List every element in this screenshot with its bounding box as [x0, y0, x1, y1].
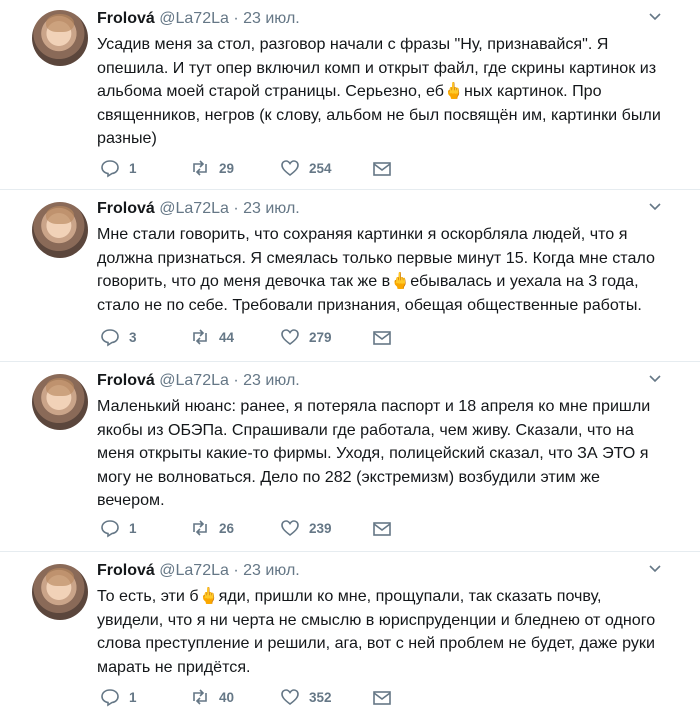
author-name[interactable]: Frolová [97, 10, 155, 27]
reply-count: 1 [129, 520, 137, 536]
tweet-text: Усадив меня за стол, разговор начали с фразы "Ну, признавайся". Я опешила. И тут опер включил комп и открыт файл, где скрины картинок из альбома моей старой страницы. Серьезно, еб🖕ных картинок. Про священников, негров (к слову, альбом не был посвящён им, картинки были разные) [97, 35, 661, 147]
reply-count: 3 [129, 329, 137, 345]
like-button[interactable] [280, 518, 332, 538]
retweet-count: 29 [219, 160, 235, 176]
separator: · [233, 10, 239, 27]
tweet[interactable] [0, 0, 700, 190]
author-handle[interactable]: @La72La [159, 200, 229, 217]
envelope-icon[interactable] [372, 159, 392, 179]
heart-icon [280, 518, 300, 538]
reply-icon [100, 687, 120, 707]
tweet-date[interactable]: 23 июл. [243, 562, 300, 579]
separator: · [233, 562, 239, 579]
author-name[interactable]: Frolová [97, 372, 155, 389]
separator: · [233, 200, 239, 217]
tweet-text: Маленький нюанс: ранее, я потеряла паспорт и 18 апреля ко мне пришли якобы из ОБЭПа. Спрашивали где работала, чем живу. Сказали, что на меня открыты какие-то фирмы. Уходя, полицейский сказал, что ЗА ЭТО я могу не волноваться. Дело по 282 (экстремизм) возбудили этим же вечером. [97, 397, 651, 509]
retweet-button[interactable] [190, 327, 234, 347]
like-count: 279 [309, 329, 332, 345]
retweet-button[interactable] [190, 518, 234, 538]
envelope-icon[interactable] [372, 519, 392, 539]
tweet-header [97, 562, 300, 580]
envelope-icon[interactable] [372, 328, 392, 348]
like-count: 352 [309, 689, 332, 705]
avatar[interactable] [32, 10, 88, 66]
author-name[interactable]: Frolová [97, 200, 155, 217]
heart-icon [280, 327, 300, 347]
tweet-text: То есть, эти б🖕яди, пришли ко мне, прощупали, так сказать почву, увидели, что я ни черта не смыслю в юриспруденции и бледнею от одного слова преступление и решили, ага, вот с ней проблем не будет, даже руки марать не придётся. [97, 587, 656, 676]
chevron-down-icon[interactable] [647, 560, 663, 576]
tweet[interactable] [0, 552, 700, 705]
retweet-count: 40 [219, 689, 235, 705]
reply-count: 1 [129, 689, 137, 705]
avatar[interactable] [32, 202, 88, 258]
separator: · [233, 372, 239, 389]
retweet-icon [190, 687, 210, 707]
tweet-header [97, 200, 300, 218]
retweet-button[interactable] [190, 687, 234, 707]
author-handle[interactable]: @La72La [159, 10, 229, 27]
chevron-down-icon[interactable] [647, 370, 663, 386]
retweet-button[interactable] [190, 158, 234, 178]
tweet[interactable] [0, 362, 700, 552]
tweet-text: Мне стали говорить, что сохраняя картинки я оскорбляла людей, что я должна признаться. Я смеялась только первые минут 15. Когда мне стало говорить, что до меня девочка так же в🖕ебывалась и уехала на 3 года, стало не по себе. Требовали признания, обещая общественные работы. [97, 225, 655, 314]
envelope-icon[interactable] [372, 688, 392, 708]
avatar[interactable] [32, 564, 88, 620]
heart-icon [280, 158, 300, 178]
like-button[interactable] [280, 687, 332, 707]
author-handle[interactable]: @La72La [159, 372, 229, 389]
tweet-date[interactable]: 23 июл. [243, 10, 300, 27]
reply-icon [100, 327, 120, 347]
author-handle[interactable]: @La72La [159, 562, 229, 579]
retweet-icon [190, 327, 210, 347]
tweet-header [97, 10, 300, 28]
retweet-count: 44 [219, 329, 235, 345]
retweet-icon [190, 518, 210, 538]
reply-icon [100, 518, 120, 538]
chevron-down-icon[interactable] [647, 198, 663, 214]
reply-icon [100, 158, 120, 178]
reply-button[interactable] [100, 518, 137, 538]
retweet-icon [190, 158, 210, 178]
heart-icon [280, 687, 300, 707]
reply-button[interactable] [100, 158, 137, 178]
author-name[interactable]: Frolová [97, 562, 155, 579]
reply-button[interactable] [100, 327, 137, 347]
like-count: 254 [309, 160, 332, 176]
tweet-date[interactable]: 23 июл. [243, 200, 300, 217]
like-button[interactable] [280, 327, 332, 347]
retweet-count: 26 [219, 520, 235, 536]
like-count: 239 [309, 520, 332, 536]
chevron-down-icon[interactable] [647, 8, 663, 24]
tweet[interactable] [0, 190, 700, 362]
avatar[interactable] [32, 374, 88, 430]
tweet-date[interactable]: 23 июл. [243, 372, 300, 389]
reply-count: 1 [129, 160, 137, 176]
tweet-header [97, 372, 300, 390]
reply-button[interactable] [100, 687, 137, 707]
like-button[interactable] [280, 158, 332, 178]
